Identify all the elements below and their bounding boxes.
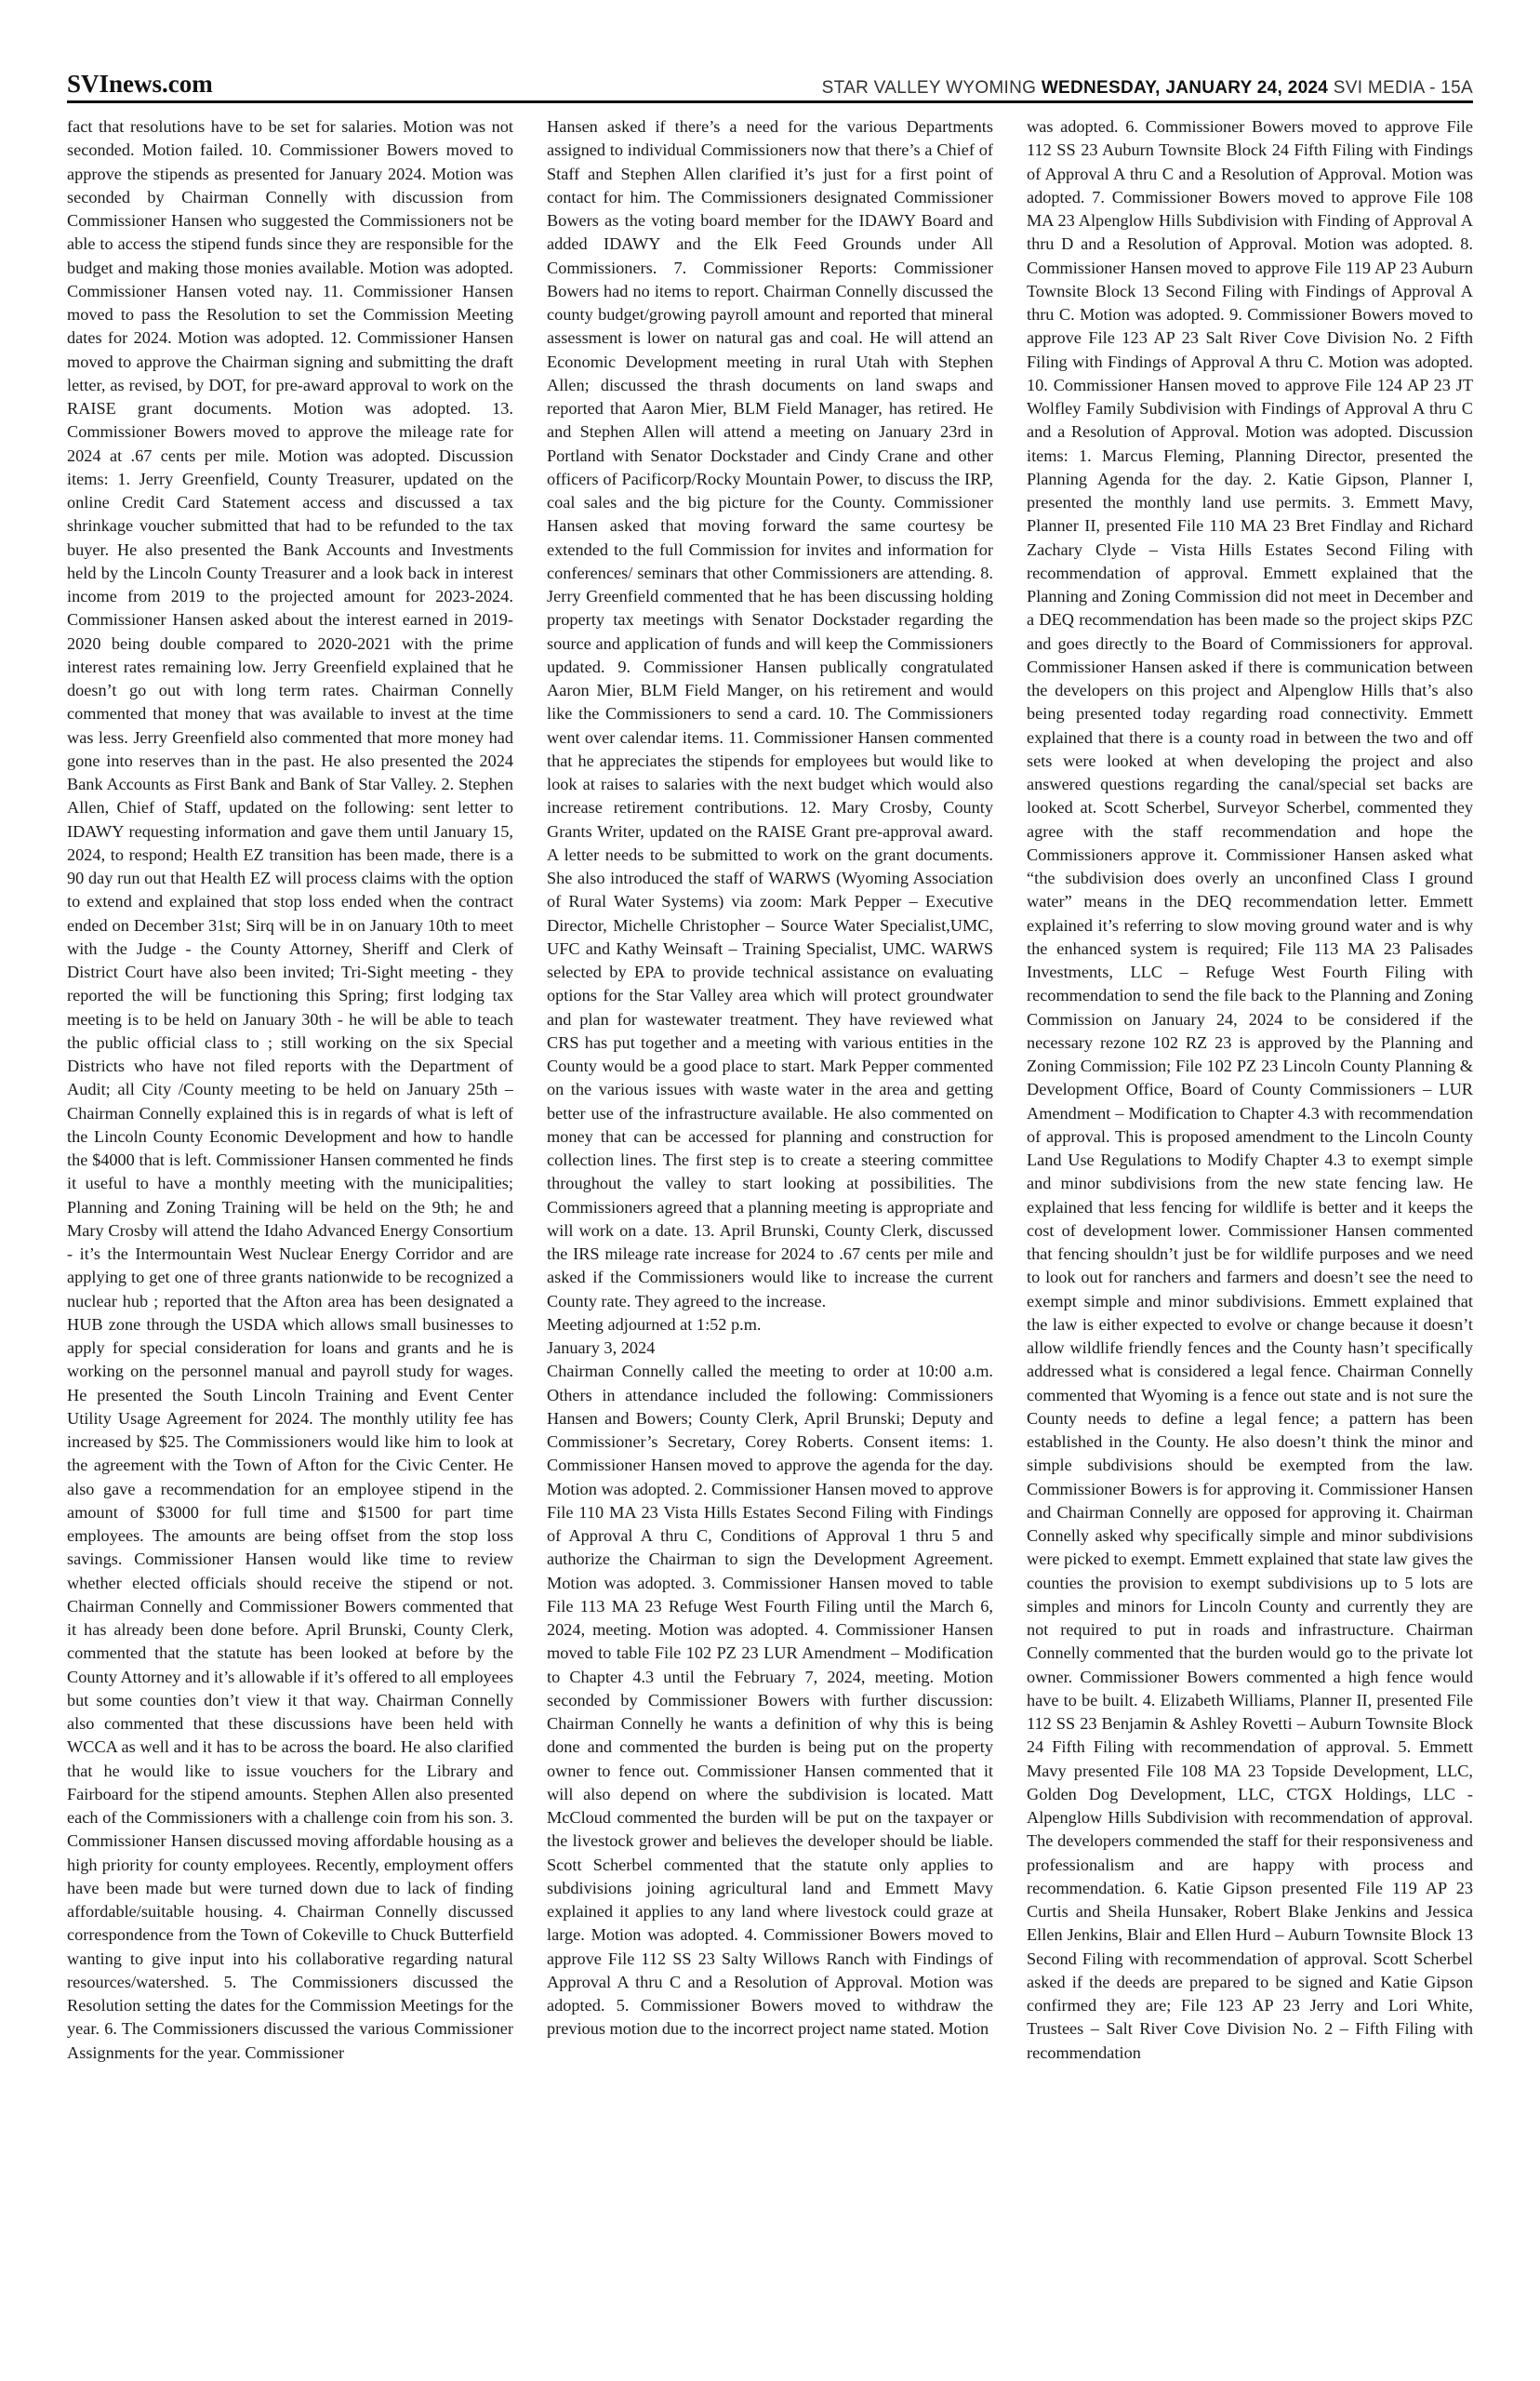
column-3: [1027, 115, 1473, 2329]
paragraph: Chairman Connelly called the meeting to order at 10:00 a.m. Others in attendance included the following: Commissioners Hansen and Bowers; County Clerk, April Brunski; Deputy and Commissioner’s Secretary, Corey Roberts. Consent items: 1. Commissioner Hansen moved to approve the agenda for the day. Motion was adopted. 2. Commissioner Hansen moved to approve File 110 MA 23 Vista Hills Estates Second Filing with Findings of Approval A thru C, Conditions of Approval 1 thru 5 and authorize the Chairman to sign the Development Agreement. Motion was adopted. 3. Commissioner Hansen moved to table File 113 MA 23 Refuge West Fourth Filing until the March 6, 2024, meeting. Motion was adopted. 4. Commissioner Hansen moved to table File 102 PZ 23 LUR Amendment – Modification to Chapter 4.3 until the February 7, 2024, meeting. Motion seconded by Commissioner Bowers with further discussion: Chairman Connelly he wants a definition of why this is being done and commented the burden is being put on the property owner to fence out. Commissioner Hansen commented that it will also depend on where the subdivision is located. Matt McCloud commented the burden will be put on the taxpayer or the livestock grower and believes the developer should be liable. Scott Scherbel commented that the statute only applies to subdivisions joining agricultural land and Emmett Mavy explained it applies to any land where livestock could graze at large. Motion was adopted. 4. Commissioner Bowers moved to approve File 112 SS 23 Salty Willows Ranch with Findings of Approval A thru C and a Resolution of Approval. Motion was adopted. 5. Commissioner Bowers moved to withdraw the previous motion due to the incorrect project name stated. Motion: [547, 1362, 993, 2039]
header-rule: [67, 100, 1473, 103]
masthead: [67, 60, 1473, 97]
column-2: [547, 115, 993, 2329]
issue-date: WEDNESDAY, JANUARY 24, 2024: [1041, 78, 1329, 98]
article-columns: [67, 115, 1473, 2329]
column-1: [67, 115, 513, 2329]
paragraph: Hansen asked if there’s a need for the various Departments assigned to individual Commissioners now that there’s a Chief of Staff and Stephen Allen clarified it’s just for a first point of contact for him. The Commissioners designated Commissioner Bowers as the voting board member for the IDAWY Board and added IDAWY and the Elk Feed Grounds under All Commissioners. 7. Commissioner Reports: Commissioner Bowers had no items to report. Chairman Connelly discussed the county budget/growing payroll amount and reported that mineral assessment is lower on natural gas and coal. He will attend an Economic Development meeting in rural Utah with Stephen Allen; discussed the thrash documents on land swaps and reported that Aaron Mier, BLM Field Manager, has retired. He and Stephen Allen will attend a meeting on January 23rd in Portland with Senator Dockstader and Cindy Crane and other officers of Pacificorp/Rocky Mountain Power, to discuss the IRP, coal sales and the big picture for the County. Commissioner Hansen asked that moving forward the same courtesy be extended to the full Commission for invites and information for conferences/ seminars that other Commissioners are attending. 8. Jerry Greenfield commented that he has been discussing holding property tax meetings with Senator Dockstader regarding the source and application of funds and will keep the Commissioners updated. 9. Commissioner Hansen publically congratulated Aaron Mier, BLM Field Manger, on his retirement and would like the Commissioners to send a card. 10. The Commissioners went over calendar items. 11. Commissioner Hansen commented that he appreciates the stipends for employees but would like to look at raises to salaries with the next budget which would also increase retirement contributions. 12. Mary Crosby, County Grants Writer, updated on the RAISE Grant pre-approval award. A letter needs to be submitted to work on the grant documents. She also introduced the staff of WARWS (Wyoming Association of Rural Water Systems) via zoom: Mark Pepper – Executive Director, Michelle Christopher – Source Water Specialist,UMC, UFC and Kathy Weinsaft – Training Specialist, UMC. WARWS selected by EPA to provide technical assistance on evaluating options for the Star Valley area which will protect groundwater and plan for wastewater treatment. They have reviewed what CRS has put together and a meeting with various entities in the County would be a good place to start. Mark Pepper commented on the various issues with waste water in the area and getting better use of the infrastructure available. He also commented on money that can be accessed for planning and construction for collection lines. The first step is to create a steering committee throughout the valley to start looking at possibilities. The Commissioners agreed that a planning meeting is appropriate and will work on a date. 13. April Brunski, County Clerk, discussed the IRS mileage rate increase for 2024 to .67 cents per mile and asked if the Commissioners would like to increase the current County rate. They agreed to the increase.: [547, 117, 993, 1310]
page-number: SVI MEDIA - 15A: [1333, 78, 1473, 98]
location-label: STAR VALLEY WYOMING: [821, 78, 1037, 98]
site-name[interactable]: SVInews.com: [67, 70, 213, 98]
page-info: [822, 79, 1473, 97]
paragraph: fact that resolutions have to be set for salaries. Motion was not seconded. Motion failed. 10. Commissioner Bowers moved to approve the stipends as presented for January 2024. Motion was seconded by Chairman Connelly with discussion from Commissioner Hansen who suggested the Commissioners not be able to access the stipend funds since they are responsible for the budget and making those monies available. Motion was adopted. Commissioner Hansen voted nay. 11. Commissioner Hansen moved to pass the Resolution to set the Commission Meeting dates for 2024. Motion was adopted. 12. Commissioner Hansen moved to approve the Chairman signing and submitting the draft letter, as revised, by DOT, for pre-award approval to work on the RAISE grant documents. Motion was adopted. 13. Commissioner Bowers moved to approve the mileage rate for 2024 at .67 cents per mile. Motion was adopted. Discussion items: 1. Jerry Greenfield, County Treasurer, updated on the online Credit Card Statement access and discussed a tax shrinkage voucher submitted that had to be refunded to the tax buyer. He also presented the Bank Accounts and Investments held by the Lincoln County Treasurer and a look back in interest income from 2019 to the projected amount for 2023-2024. Commissioner Hansen asked about the interest earned in 2019-2020 being double compared to 2020-2021 with the prime interest rates remaining low. Jerry Greenfield explained that he doesn’t go out with long term rates. Chairman Connelly commented that money that was available to invest at the time was less. Jerry Greenfield also commented that more money had gone into reserves than in the past. He also presented the 2024 Bank Accounts as First Bank and Bank of Star Valley. 2. Stephen Allen, Chief of Staff, updated on the following: sent letter to IDAWY requesting information and gave them until January 15, 2024, to respond; Health EZ transition has been made, there is a 90 day run out that Health EZ will process claims with the option to extend and explained that stop loss ended when the contract ended on December 31st; Sirq will be in on January 10th to meet with the Judge - the County Attorney, Sheriff and Clerk of District Court have also been invited; Tri-Sight meeting - they reported the will be functioning this Spring; first lodging tax meeting is to be held on January 30th - he will be able to teach the public official class to ; still working on the six Special Districts who have not filed reports with the Department of Audit; all City /County meeting to be held on January 25th – Chairman Connelly explained this is in regards of what is left of the Lincoln County Economic Development and how to handle the $4000 that is left. Commissioner Hansen commented he finds it useful to have a monthly meeting with the municipalities; Planning and Zoning Training will be held on the 9th; he and Mary Crosby will attend the Idaho Advanced Energy Consortium - it’s the Intermountain West Nuclear Energy Corridor and are applying to get one of three grants nationwide to be recognized a nuclear hub ; reported that the Afton area has been designated a HUB zone through the USDA which allows small businesses to apply for special consideration for loans and grants and he is working on the personnel manual and payroll study for wages. He presented the South Lincoln Training and Event Center Utility Usage Agreement for 2024. The monthly utility fee has increased by $25. The Commissioners would like him to look at the agreement with the Town of Afton for the Civic Center. He also gave a recommendation for an employee stipend in the amount of $3000 for full time and $1500 for part time employees. The amounts are being offset from the stop loss savings. Commissioner Hansen would like time to review whether elected officials should receive the stipend or not. Chairman Connelly and Commissioner Bowers commented that it has already been done before. April Brunski, County Clerk, commented that the statute has been looked at before by the County Attorney and it’s allowable if it’s offered to all employees but some counties don’t view it that way. Chairman Connelly also commented that these discussions have been held with WCCA as well and it has to be across the board. He also clarified that he would like to issue vouchers for the Library and Fairboard for the stipend amounts. Stephen Allen also presented each of the Commissioners with a challenge coin from his son. 3. Commissioner Hansen discussed moving affordable housing as a high priority for county employees. Recently, employment offers have been made but were turned down due to lack of finding affordable/suitable housing. 4. Chairman Connelly discussed correspondence from the Town of Cokeville to Chuck Butterfield wanting to give input into his collaborative regarding natural resources/watershed. 5. The Commissioners discussed the Resolution setting the dates for the Commission Meetings for the year. 6. The Commissioners discussed the various Commissioner Assignments for the year. Commissioner: [67, 117, 513, 2062]
adjournment-line: Meeting adjourned at 1:52 p.m.: [547, 1314, 762, 1334]
paragraph: was adopted. 6. Commissioner Bowers moved to approve File 112 SS 23 Auburn Townsite Block 24 Fifth Filing with Findings of Approval A thru C and a Resolution of Approval. Motion was adopted. 7. Commissioner Bowers moved to approve File 108 MA 23 Alpenglow Hills Subdivision with Finding of Approval A thru D and a Resolution of Approval. Motion was adopted. 8. Commissioner Hansen moved to approve File 119 AP 23 Auburn Townsite Block 13 Second Filing with Findings of Approval A thru C. Motion was adopted. 9. Commissioner Bowers moved to approve File 123 AP 23 Salt River Cove Division No. 2 Fifth Filing with Findings of Approval A thru C. Motion was adopted. 10. Commissioner Hansen moved to approve File 124 AP 23 JT Wolfley Family Subdivision with Findings of Approval A thru C and a Resolution of Approval. Motion was adopted. Discussion items: 1. Marcus Fleming, Planning Director, presented the Planning Agenda for the day. 2. Katie Gipson, Planner I, presented the monthly land use permits. 3. Emmett Mavy, Planner II, presented File 110 MA 23 Bret Findlay and Richard Zachary Clyde – Vista Hills Estates Second Filing with recommendation of approval. Emmett explained that the Planning and Zoning Commission did not meet in December and a DEQ recommendation has been made so the project skips PZC and goes directly to the Board of Commissioners for approval. Commissioner Hansen asked if there is communication between the developers on this project and Alpenglow Hills that’s also being presented today regarding road connectivity. Emmett explained that there is a county road in between the two and off sets were looked at when developing the project and also answered questions regarding the canal/special set backs are looked at. Scott Scherbel, Surveyor Scherbel, commented they agree with the staff recommendation and hope the Commissioners approve it. Commissioner Hansen asked what “the subdivision does overly an unconfined Class I ground water” means in the DEQ recommendation letter. Emmett explained it’s referring to slow moving ground water and is why the enhanced system is required; File 113 MA 23 Palisades Investments, LLC – Refuge West Fourth Filing with recommendation to send the file back to the Planning and Zoning Commission on January 24, 2024 to be considered if the necessary rezone 102 RZ 23 is approved by the Planning and Zoning Commission; File 102 PZ 23 Lincoln County Planning & Development Office, Board of County Commissioners – LUR Amendment – Modification to Chapter 4.3 with recommendation of approval. This is proposed amendment to the Lincoln County Land Use Regulations to Modify Chapter 4.3 to exempt simple and minor subdivisions from the new state fencing law. He explained that less fencing for wildlife is better and it keeps the cost of development lower. Commissioner Hansen commented that fencing shouldn’t just be for wildlife purposes and we need to look out for ranchers and farmers and doesn’t see the need to exempt simple and minor subdivisions. Emmett explained that the law is either expected to evolve or change because it doesn’t allow wildlife friendly fences and the County hasn’t specifically addressed what is considered a legal fence. Chairman Connelly commented that Wyoming is a fence out state and is not sure the County needs to define a legal fence; a pattern has been established in the County. He also doesn’t think the minor and simple subdivisions should be exempted from the law. Commissioner Bowers is for approving it. Commissioner Hansen and Chairman Connelly are opposed for approving it. Chairman Connelly asked why specifically simple and minor subdivisions were picked to exempt. Emmett explained that state law gives the counties the provision to exempt subdivisions up to 5 lots are simples and minors for Lincoln County and currently they are not required to put in roads and infrastructure. Chairman Connelly commented that the burden would go to the private lot owner. Commissioner Bowers commented a high fence would have to be built. 4. Elizabeth Williams, Planner II, presented File 112 SS 23 Benjamin & Ashley Rovetti – Auburn Townsite Block 24 Fifth Filing with recommendation of approval. 5. Emmett Mavy presented File 108 MA 23 Topside Development, LLC, Golden Dog Development, LLC, CTGX Holdings, LLC - Alpenglow Hills Subdivision with recommendation of approval. The developers commended the staff for their responsiveness and professionalism and are happy with process and recommendation. 6. Katie Gipson presented File 119 AP 23 Curtis and Sheila Hunsaker, Robert Blake Jenkins and Jessica Ellen Jenkins, Blair and Ellen Hurd – Auburn Townsite Block 13 Second Filing with recommendation of approval. Scott Scherbel asked if the deeds are prepared to be signed and Katie Gipson confirmed they are; File 123 AP 23 Jerry and Lori White, Trustees – Salt River Cove Division No. 2 – Fifth Filing with recommendation: [1027, 117, 1473, 2062]
meeting-date: January 3, 2024: [547, 1338, 656, 1357]
